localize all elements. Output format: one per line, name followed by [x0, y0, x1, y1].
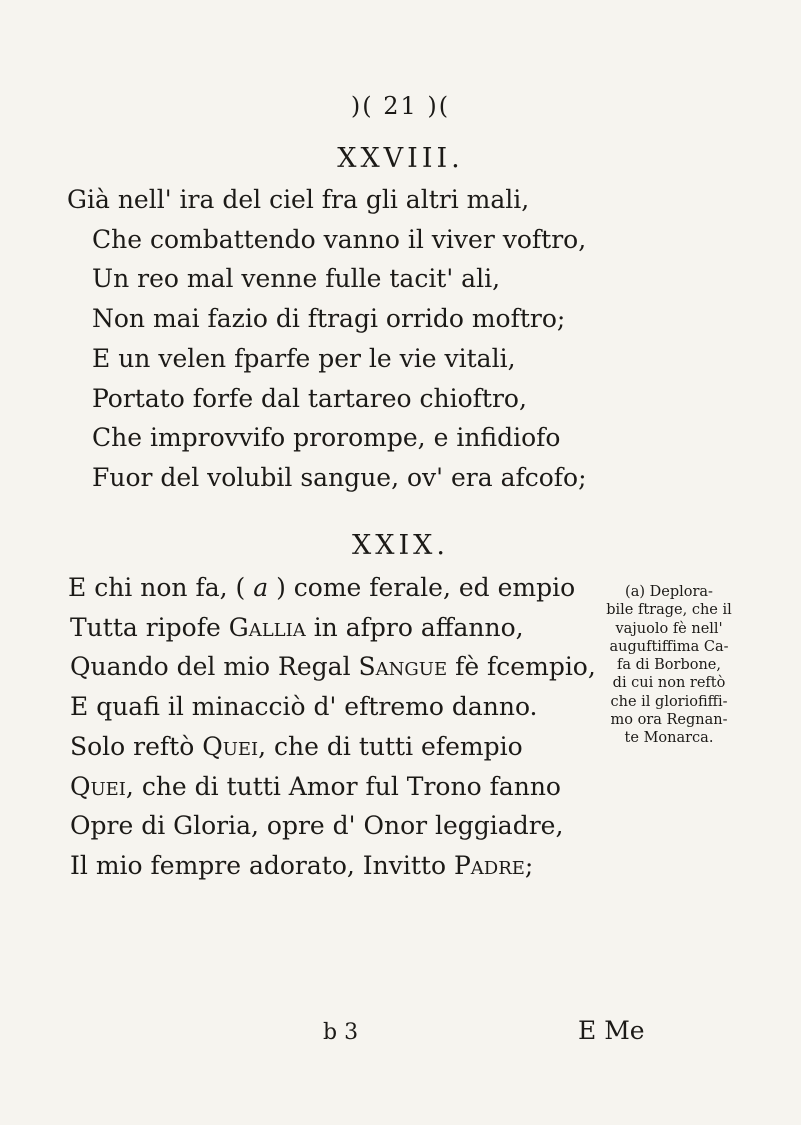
footnote-line: auguftiffima Ca-	[609, 638, 729, 655]
verse-line	[68, 727, 596, 767]
verse-line: Opre di Gloria, opre d' Onor leggiadre,	[70, 811, 564, 841]
verse-text: Solo reftò	[70, 731, 195, 761]
small-caps-word: Gallia	[228, 612, 306, 642]
footnote-line: te Monarca.	[624, 730, 714, 747]
stanza-title: XXIX.	[352, 530, 449, 561]
verse-text: Il mio fempre adorato, Invitto	[70, 850, 447, 880]
verse-text: Tutta ripofe	[70, 612, 221, 642]
footnote-line	[604, 583, 734, 601]
verse-line	[68, 767, 596, 807]
verse-text: in afpro affanno,	[313, 612, 524, 642]
catchword: E Me	[578, 1016, 645, 1045]
verse-line: Un reo mal venne fulle tacit' ali,	[92, 264, 501, 294]
verse-line: Già nell' ira del ciel fra gli altri mali,	[67, 185, 530, 214]
verse-text: E chi non fa, (	[68, 573, 246, 602]
footnote-line: di cui non reftò	[612, 675, 726, 692]
verse-text: ) come ferale, ed empio	[276, 573, 576, 602]
verse-line	[68, 568, 596, 608]
small-caps-word: Sangue	[358, 652, 448, 682]
small-caps-word: Padre	[453, 850, 525, 880]
small-caps-word: Quei	[202, 731, 259, 761]
footnote-text: Deplora-	[649, 584, 713, 600]
verse-text: ;	[524, 850, 534, 880]
footnote-line: bile ftrage, che il	[606, 602, 732, 619]
verse-line: E un velen fparfe per le vie vitali,	[92, 343, 516, 373]
verse-line: Portato forfe dal tartareo chioftro,	[92, 383, 527, 413]
footnote-ref: a	[253, 573, 269, 602]
verse-line	[68, 608, 596, 648]
stanza	[67, 180, 587, 498]
verse-line: E quafi il minacciò d' eftremo danno.	[70, 692, 538, 722]
stanza	[68, 568, 596, 886]
verse-text: , che di tutti Amor ful Trono fanno	[125, 771, 561, 801]
stanza-title: XXVIII.	[337, 143, 464, 174]
verse-line: Che improvvifo prorompe, e infidiofo	[92, 423, 561, 453]
small-caps-word: Quei	[70, 771, 126, 801]
page-number: )( 21 )(	[350, 92, 451, 120]
signature-mark: b 3	[323, 1020, 359, 1045]
verse-line	[68, 647, 596, 687]
verse-text: , che di tutti efempio	[258, 731, 523, 761]
verse-line	[68, 846, 596, 886]
footnote-line: vajuolo fè nell'	[615, 620, 723, 637]
footnote	[604, 583, 734, 748]
verse-line: Non mai fazio di ftragi orrido moftro;	[92, 304, 566, 334]
footnote-line: che il gloriofiffi-	[610, 693, 728, 710]
verse-line: Fuor del volubil sangue, ov' era afcofo;	[92, 462, 587, 492]
footnote-marker: (a)	[625, 584, 645, 600]
footnote-line: mo ora Regnan-	[610, 712, 728, 729]
verse-text: Quando del mio Regal	[70, 652, 351, 682]
verse-text: fè fcempio,	[455, 652, 596, 682]
verse-line: Che combattendo vanno il viver voftro,	[92, 224, 587, 254]
footnote-line: fa di Borbone,	[616, 657, 721, 674]
